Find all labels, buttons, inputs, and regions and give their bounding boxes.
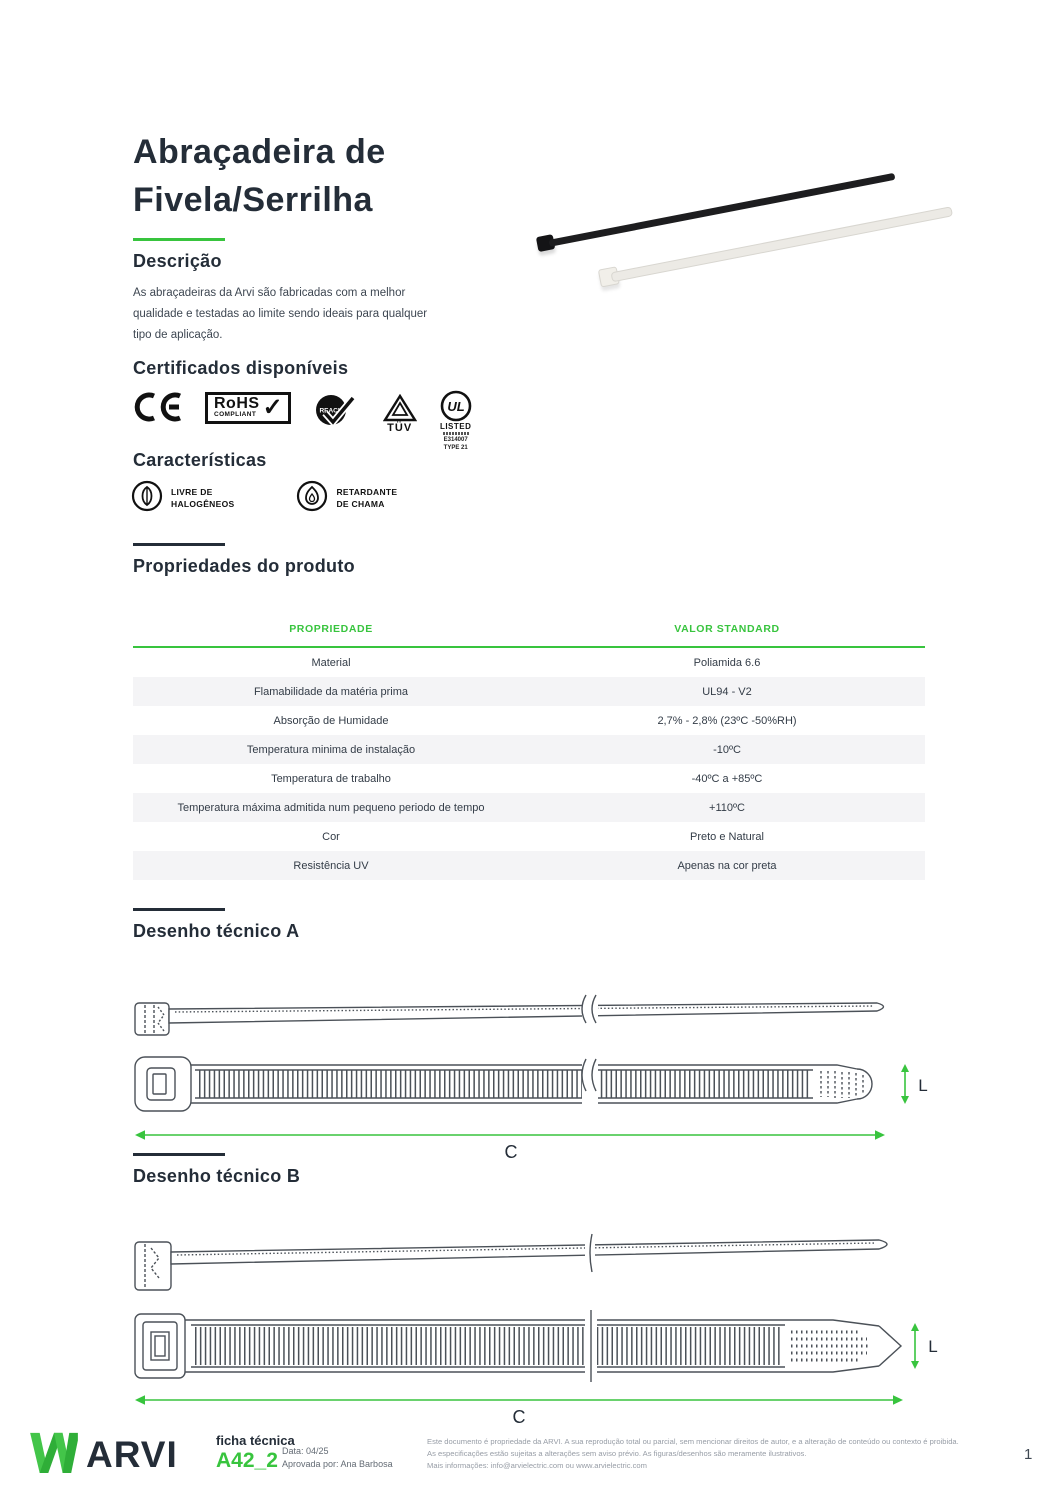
certificates-row <box>131 390 473 451</box>
ul-type-label: TYPE 21 <box>443 445 468 451</box>
property-name: Absorção de Humidade <box>273 714 389 727</box>
flame-icon <box>296 480 328 517</box>
ul-letters: UL <box>447 399 465 414</box>
drawing-a-heading: Desenho técnico A <box>133 921 300 941</box>
document-type-label: ficha técnica <box>216 1433 295 1448</box>
property-name: Cor <box>322 830 340 843</box>
properties-heading: Propriedades do produto <box>133 556 355 576</box>
table-row <box>133 764 925 793</box>
feature-label-line1: RETARDANTE <box>336 487 398 498</box>
dimension-label-width: L <box>928 1337 938 1356</box>
reach-icon <box>313 391 361 438</box>
tuv-icon <box>383 394 417 434</box>
feature-label-line2: HALOGÊNEOS <box>171 498 235 509</box>
rohs-checkmark: ✓ <box>262 393 283 421</box>
property-value: +110ºC <box>709 801 745 814</box>
section-rule <box>133 238 225 241</box>
rohs-sublabel: COMPLIANT <box>214 411 257 418</box>
property-value: Poliamida 6.6 <box>693 656 761 669</box>
description-text: As abraçadeiras da Arvi são fabricadas com a melhor qualidade e testadas ao limite sendo ideais para qualquer tipo de aplicação. <box>133 287 428 341</box>
product-photo <box>505 135 945 265</box>
table-row <box>133 793 925 822</box>
document-approved-by: Aprovada por: Ana Barbosa <box>282 1459 393 1469</box>
legal-line2: As especificações estão sujeitas a alterações sem aviso prévio. As figuras/desenhos são meramente ilustrativos. <box>427 1449 807 1458</box>
table-row <box>133 735 925 764</box>
property-value: Apenas na cor preta <box>677 859 777 872</box>
tuv-label: TÜV <box>387 422 413 434</box>
document-code: A42_2 <box>216 1449 278 1472</box>
leaf-icon <box>131 480 163 517</box>
ce-icon <box>131 390 183 429</box>
arvi-logo-icon <box>30 1431 78 1478</box>
feature-halogen-free <box>131 480 234 517</box>
legal-line3: Mais informações: info@arvielectric.com ou www.arvielectric.com <box>427 1461 647 1470</box>
certificates-heading: Certificados disponíveis <box>133 358 349 378</box>
technical-drawing-a <box>133 965 933 1166</box>
description-heading: Descrição <box>133 251 222 271</box>
legal-text <box>427 1436 972 1472</box>
property-value: UL94 - V2 <box>702 685 752 698</box>
legal-line1: Este documento é propriedade da ARVI. A sua reprodução total ou parcial, sem mencionar direitos de autor, e a alteração de conteúdo ou contexto é proibida. <box>427 1437 959 1446</box>
page-title-line1: Abraçadeira de <box>133 133 386 171</box>
column-header-valor-standard: VALOR STANDARD <box>674 623 780 635</box>
white-cable-tie-image <box>598 203 956 273</box>
technical-drawing-b <box>133 1212 953 1431</box>
features-heading: Características <box>133 450 267 470</box>
properties-table <box>133 612 925 880</box>
property-name: Flamabilidade da matéria prima <box>253 685 409 698</box>
reach-label: REACH <box>319 407 343 415</box>
feature-flame-retardant <box>296 480 397 517</box>
page-title <box>133 128 386 224</box>
drawing-b-heading: Desenho técnico B <box>133 1166 301 1186</box>
features-row <box>131 480 397 517</box>
column-header-propriedade: PROPRIEDADE <box>289 623 373 635</box>
table-row <box>133 706 925 735</box>
property-name: Temperatura de trabalho <box>271 772 391 785</box>
ul-icon <box>439 390 473 451</box>
document-meta <box>282 1445 393 1471</box>
dimension-label-width: L <box>918 1076 928 1095</box>
feature-label-line2: DE CHAMA <box>336 498 385 509</box>
table-row <box>133 648 925 677</box>
rohs-icon <box>205 392 291 424</box>
section-rule <box>133 908 225 911</box>
rohs-label: RoHS <box>214 395 260 412</box>
property-name: Material <box>311 656 351 669</box>
table-row <box>133 677 925 706</box>
table-header-row <box>133 612 925 648</box>
dimension-label-length: C <box>512 1407 526 1426</box>
section-rule <box>133 1153 225 1156</box>
property-value: Preto e Natural <box>690 830 764 843</box>
brand-logo <box>30 1431 178 1478</box>
brand-name: ARVI <box>86 1434 178 1475</box>
property-name: Temperatura minima de instalação <box>246 743 416 756</box>
ul-file-number: E314007 <box>443 437 468 443</box>
table-row <box>133 851 925 880</box>
ul-fineprint-bar <box>443 432 469 435</box>
property-value: -10ºC <box>713 743 741 756</box>
document-date: Data: 04/25 <box>282 1446 329 1456</box>
property-name: Temperatura máxima admitida num pequeno periodo de tempo <box>177 801 485 814</box>
feature-label-line1: LIVRE DE <box>171 487 213 498</box>
section-rule <box>133 543 225 546</box>
ul-listed-label: LISTED <box>439 422 472 431</box>
property-name: Resistência UV <box>293 859 369 872</box>
page-title-line2: Fivela/Serrilha <box>133 181 373 219</box>
property-value: 2,7% - 2,8% (23ºC -50%RH) <box>657 714 797 727</box>
dimension-label-length: C <box>504 1142 518 1161</box>
page-number: 1 <box>1024 1446 1033 1463</box>
table-row <box>133 822 925 851</box>
property-value: -40ºC a +85ºC <box>691 772 763 785</box>
